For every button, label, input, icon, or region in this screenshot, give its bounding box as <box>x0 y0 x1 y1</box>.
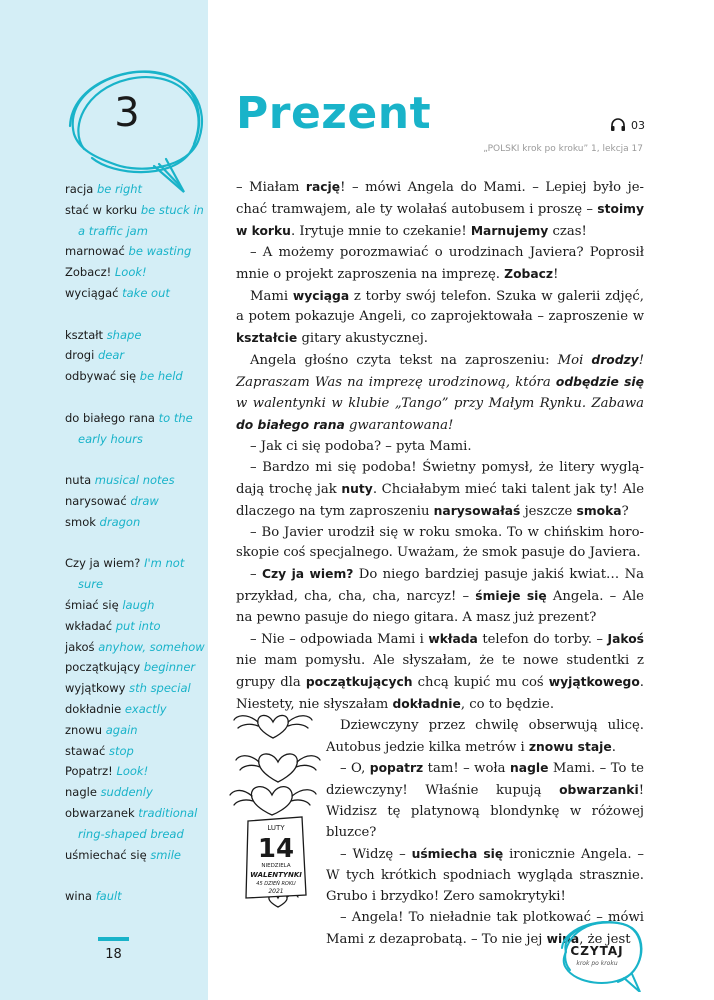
glossary-translation: be wasting <box>128 244 192 259</box>
italic-highlight <box>236 418 345 433</box>
text-segment: . <box>611 739 616 755</box>
glossary-item <box>65 512 205 533</box>
story-paragraph <box>236 564 644 629</box>
calendar-icon <box>240 815 310 900</box>
story-paragraph <box>236 243 644 286</box>
highlighted-word: rację <box>305 180 341 194</box>
glossary-item <box>65 553 205 595</box>
glossary-item <box>65 616 205 637</box>
glossary-term: dokładnie <box>65 701 122 716</box>
glossary-term: kształt <box>65 327 104 342</box>
text-segment: czas! <box>548 223 587 239</box>
highlighted-word: wyjątkowego <box>548 674 640 689</box>
page-title: Prezent <box>236 88 432 139</box>
text-segment: – A możemy porozmawiać o urodzinach Javiera? Poprosił mnie o projekt zaproszenia na imprezę. <box>236 244 644 282</box>
glossary-term: uśmiechać się <box>65 847 147 862</box>
glossary-term: początkujący <box>65 660 141 675</box>
calendar-year: 2021 <box>268 888 284 895</box>
text-segment: . Chciałabym mieć taki talent jak ty! Ale dlaczego na tym zaproszeniu <box>236 481 644 519</box>
glossary-item <box>65 200 205 242</box>
glossary-translation: smile <box>150 847 181 862</box>
glossary-term: obwarzanek <box>65 805 135 820</box>
text-segment: Angela. – Ale na pewno pasuje do niego gitara. A masz już prezent? <box>236 589 644 626</box>
glossary-item <box>65 657 205 678</box>
glossary-term: śmiać się <box>65 597 119 612</box>
text-segment: , że jest <box>579 931 631 947</box>
story-paragraph <box>236 523 644 565</box>
page-number: 18 <box>105 947 122 962</box>
italic-text: Moi <box>557 353 592 369</box>
glossary-translation: fault <box>95 889 122 904</box>
highlighted-word: stoimy w korku <box>236 201 644 238</box>
story-paragraph <box>326 844 644 908</box>
story-paragraph <box>236 350 644 437</box>
audio-track[interactable] <box>610 118 645 132</box>
headphones-icon <box>610 118 626 132</box>
text-segment: ! Widzisz tę platynową blondynkę w różowej bluzce? <box>326 783 644 841</box>
text-segment: ! – mówi Angela do Mami. – Lepiej było jechać tramwajem, ale ty wolałaś autobusem i proszę – <box>236 180 644 217</box>
text-segment: ! <box>553 266 559 282</box>
text-segment: ironicznie Angela. – W tych krótkich spodniach wygląda strasznie. Grubo i brzydko! Zero samokrytyki! <box>326 847 644 904</box>
text-segment: – Angela! To nieładnie tak plotkować – mówi Mami z dezaprobatą. – To nie jej <box>326 909 644 947</box>
glossary-term: nuta <box>65 473 92 488</box>
chapter-number: 3 <box>114 90 140 136</box>
glossary-list <box>65 179 205 907</box>
glossary-translation: dear <box>97 348 125 363</box>
highlighted-word: nuty <box>341 481 373 496</box>
page-number-bar <box>98 937 129 941</box>
glossary-term: smok <box>65 514 96 529</box>
source-citation: „POLSKI krok po kroku” 1, lekcja 17 <box>483 144 643 154</box>
glossary-translation: be stuck in a traffic jam <box>78 202 204 238</box>
glossary-translation: put into <box>115 618 161 633</box>
glossary-item <box>65 241 205 262</box>
highlighted-word: smoka <box>576 503 622 518</box>
audio-track-number: 03 <box>631 118 645 132</box>
highlighted-word: narysowałaś <box>433 503 521 518</box>
glossary-item <box>65 595 205 616</box>
glossary-translation: traditional ring-shaped bread <box>78 805 198 841</box>
glossary-item <box>65 845 205 866</box>
text-segment: Mami. – To te dziewczyny! Właśnie kupują <box>326 761 644 799</box>
glossary-term: Zobacz! <box>65 265 112 280</box>
glossary-translation: shape <box>106 327 142 342</box>
calendar-day-of-year: 45 DZIEŃ ROKU <box>256 881 296 887</box>
text-segment: – O, <box>340 761 370 777</box>
glossary-item <box>65 741 205 762</box>
highlighted-word: obwarzanki <box>559 783 639 798</box>
highlighted-word: Zobacz <box>504 266 554 281</box>
glossary-translation: stop <box>108 743 134 758</box>
glossary-item <box>65 761 205 782</box>
text-segment: – Widzę – <box>340 847 412 863</box>
text-segment: . Irytuje mnie to czekanie! <box>290 223 471 239</box>
glossary-term: drogi <box>65 348 95 363</box>
italic-text: ! Zapraszam Was na imprezę urodzinową, która <box>236 353 644 391</box>
calendar-month: LUTY <box>267 824 285 832</box>
glossary-term: Popatrz! <box>65 764 113 779</box>
glossary-translation: anyhow, somehow <box>98 639 205 654</box>
glossary-item <box>65 699 205 720</box>
italic-text: w walentynki w klubie „Tango” przy Małym Rynku. Zabawa <box>236 396 644 412</box>
text-segment: telefon do torby. – <box>477 632 608 648</box>
text-segment: – Nie – odpowiada Mami i <box>250 632 429 648</box>
story-paragraph <box>236 458 644 523</box>
italic-highlight <box>591 353 638 368</box>
highlighted-word: wyciąga <box>292 288 350 303</box>
text-segment: – Bo Javier urodził się w roku smoka. To w chińskim horoskopie coś specjalnego. Uważam, że smok pasuje do Javiera. <box>236 524 644 561</box>
glossary-translation: Look! <box>114 265 147 280</box>
glossary-translation: dragon <box>99 514 141 529</box>
highlighted-word: znowu staje <box>528 739 612 754</box>
glossary-term: jakoś <box>65 639 95 654</box>
glossary-term: stawać <box>65 743 106 758</box>
glossary-term: wyjątkowy <box>65 681 126 696</box>
glossary-translation: again <box>105 722 138 737</box>
glossary-translation: draw <box>130 493 159 508</box>
story-paragraph <box>236 286 644 351</box>
text-segment: z torby swój telefon. Szuka w galerii zdjęć, a potem pokazuje Angeli, co zaprojektowała – zaproszenie w <box>236 288 644 325</box>
text-segment: jeszcze <box>520 503 577 519</box>
text-segment: chcą kupić mu coś <box>412 674 549 690</box>
story-paragraph <box>236 177 644 243</box>
glossary-item <box>65 803 205 845</box>
glossary-item <box>65 491 205 512</box>
highlighted-word: popatrz <box>369 761 424 776</box>
glossary-translation: exactly <box>124 701 167 716</box>
glossary-translation: be right <box>97 182 143 196</box>
highlighted-word: Marnujemy <box>470 223 549 238</box>
glossary-item <box>65 366 205 387</box>
glossary-translation: suddenly <box>100 785 153 800</box>
glossary-term: stać w korku <box>65 202 138 217</box>
calendar-weekday: NIEDZIELA <box>261 863 291 869</box>
glossary-translation: sth special <box>129 681 191 696</box>
glossary-translation: I'm not sure <box>78 556 185 592</box>
text-segment: – Bardzo mi się podoba! Świetny pomysł, że litery wyglądają trochę jak <box>236 459 644 497</box>
highlighted-word: kształcie <box>236 331 298 346</box>
story-paragraph <box>326 716 644 759</box>
text-segment: tam! – woła <box>423 761 511 777</box>
glossary-translation: to the early hours <box>78 410 193 446</box>
glossary-item <box>65 720 205 741</box>
highlighted-word: uśmiecha się <box>411 847 504 862</box>
text-segment: Angela głośno czyta tekst na zaproszeniu: <box>250 353 558 369</box>
glossary-translation: beginner <box>143 660 196 675</box>
glossary-translation: take out <box>122 285 170 300</box>
text-segment: – Jak ci się podoba? – pyta Mami. <box>250 438 472 454</box>
glossary-term: odbywać się <box>65 369 137 384</box>
highlighted-word: do białego rana <box>236 417 345 432</box>
glossary-item <box>65 262 205 283</box>
glossary-term: nagle <box>65 785 97 800</box>
highlighted-word: Czy ja wiem? <box>261 567 354 582</box>
read-stamp-label: CZYTAJ <box>570 944 624 958</box>
highlighted-word: Jakoś <box>607 632 645 647</box>
glossary-item <box>65 345 205 366</box>
glossary-item <box>65 470 205 491</box>
highlighted-word: śmieje się <box>475 589 547 604</box>
text-segment: Do niego bardziej pasuje jakiś kwiat… Na przykład, cha, cha, cha, narcyz! – <box>236 567 644 605</box>
text-segment: . Niestety, nie słyszałam <box>236 674 644 712</box>
glossary-item <box>65 283 205 304</box>
glossary-translation: be held <box>139 369 183 384</box>
text-segment: Dziewczyny przez chwilę obserwują ulicę. Autobus jedzie kilka metrów i <box>326 717 644 755</box>
highlighted-word: odbędzie się <box>555 375 644 390</box>
calendar-day: 14 <box>257 834 295 864</box>
glossary-translation: musical notes <box>94 473 175 488</box>
italic-text: gwarantowana! <box>344 417 454 433</box>
glossary-term: znowu <box>65 722 103 737</box>
italic-highlight <box>556 375 644 390</box>
text-segment: nie mam pomysłu. Ale słyszałam, że te nowe studentki z grupy dla <box>236 652 644 690</box>
glossary-item <box>65 637 205 658</box>
story-paragraph <box>236 437 644 458</box>
glossary-term: do białego rana <box>65 410 155 425</box>
text-segment: – Miałam <box>236 180 306 195</box>
glossary-translation: Look! <box>116 764 149 779</box>
glossary-item <box>65 408 205 450</box>
glossary-term: Czy ja wiem? <box>65 556 141 571</box>
text-segment: , co to będzie. <box>460 696 555 712</box>
text-segment: ? <box>621 503 629 519</box>
glossary-term: marnować <box>65 244 125 259</box>
highlighted-word: wina <box>546 931 580 946</box>
glossary-term: wina <box>65 889 92 904</box>
glossary-term: wkładać <box>65 618 113 633</box>
calendar-event: WALENTYNKI <box>250 871 302 879</box>
glossary-item <box>65 678 205 699</box>
highlighted-word: dokładnie <box>392 696 461 711</box>
glossary-item <box>65 782 205 803</box>
glossary-term: narysować <box>65 493 127 508</box>
text-segment: Mami <box>250 288 293 304</box>
glossary-term: wyciągać <box>65 285 119 300</box>
story-paragraph <box>326 758 644 844</box>
glossary-term: racja <box>65 182 94 196</box>
glossary-item <box>65 179 205 200</box>
glossary-translation: laugh <box>122 597 155 612</box>
read-stamp-sublabel: krok po kroku <box>576 960 618 967</box>
highlighted-word: wkłada <box>428 632 478 647</box>
text-segment: – <box>250 567 262 583</box>
highlighted-word: drodzy <box>591 353 639 368</box>
highlighted-word: nagle <box>510 761 549 776</box>
highlighted-word: początkujących <box>305 674 413 689</box>
glossary-item <box>65 886 205 907</box>
text-segment: gitary akustycznej. <box>297 331 428 347</box>
glossary-item <box>65 325 205 346</box>
